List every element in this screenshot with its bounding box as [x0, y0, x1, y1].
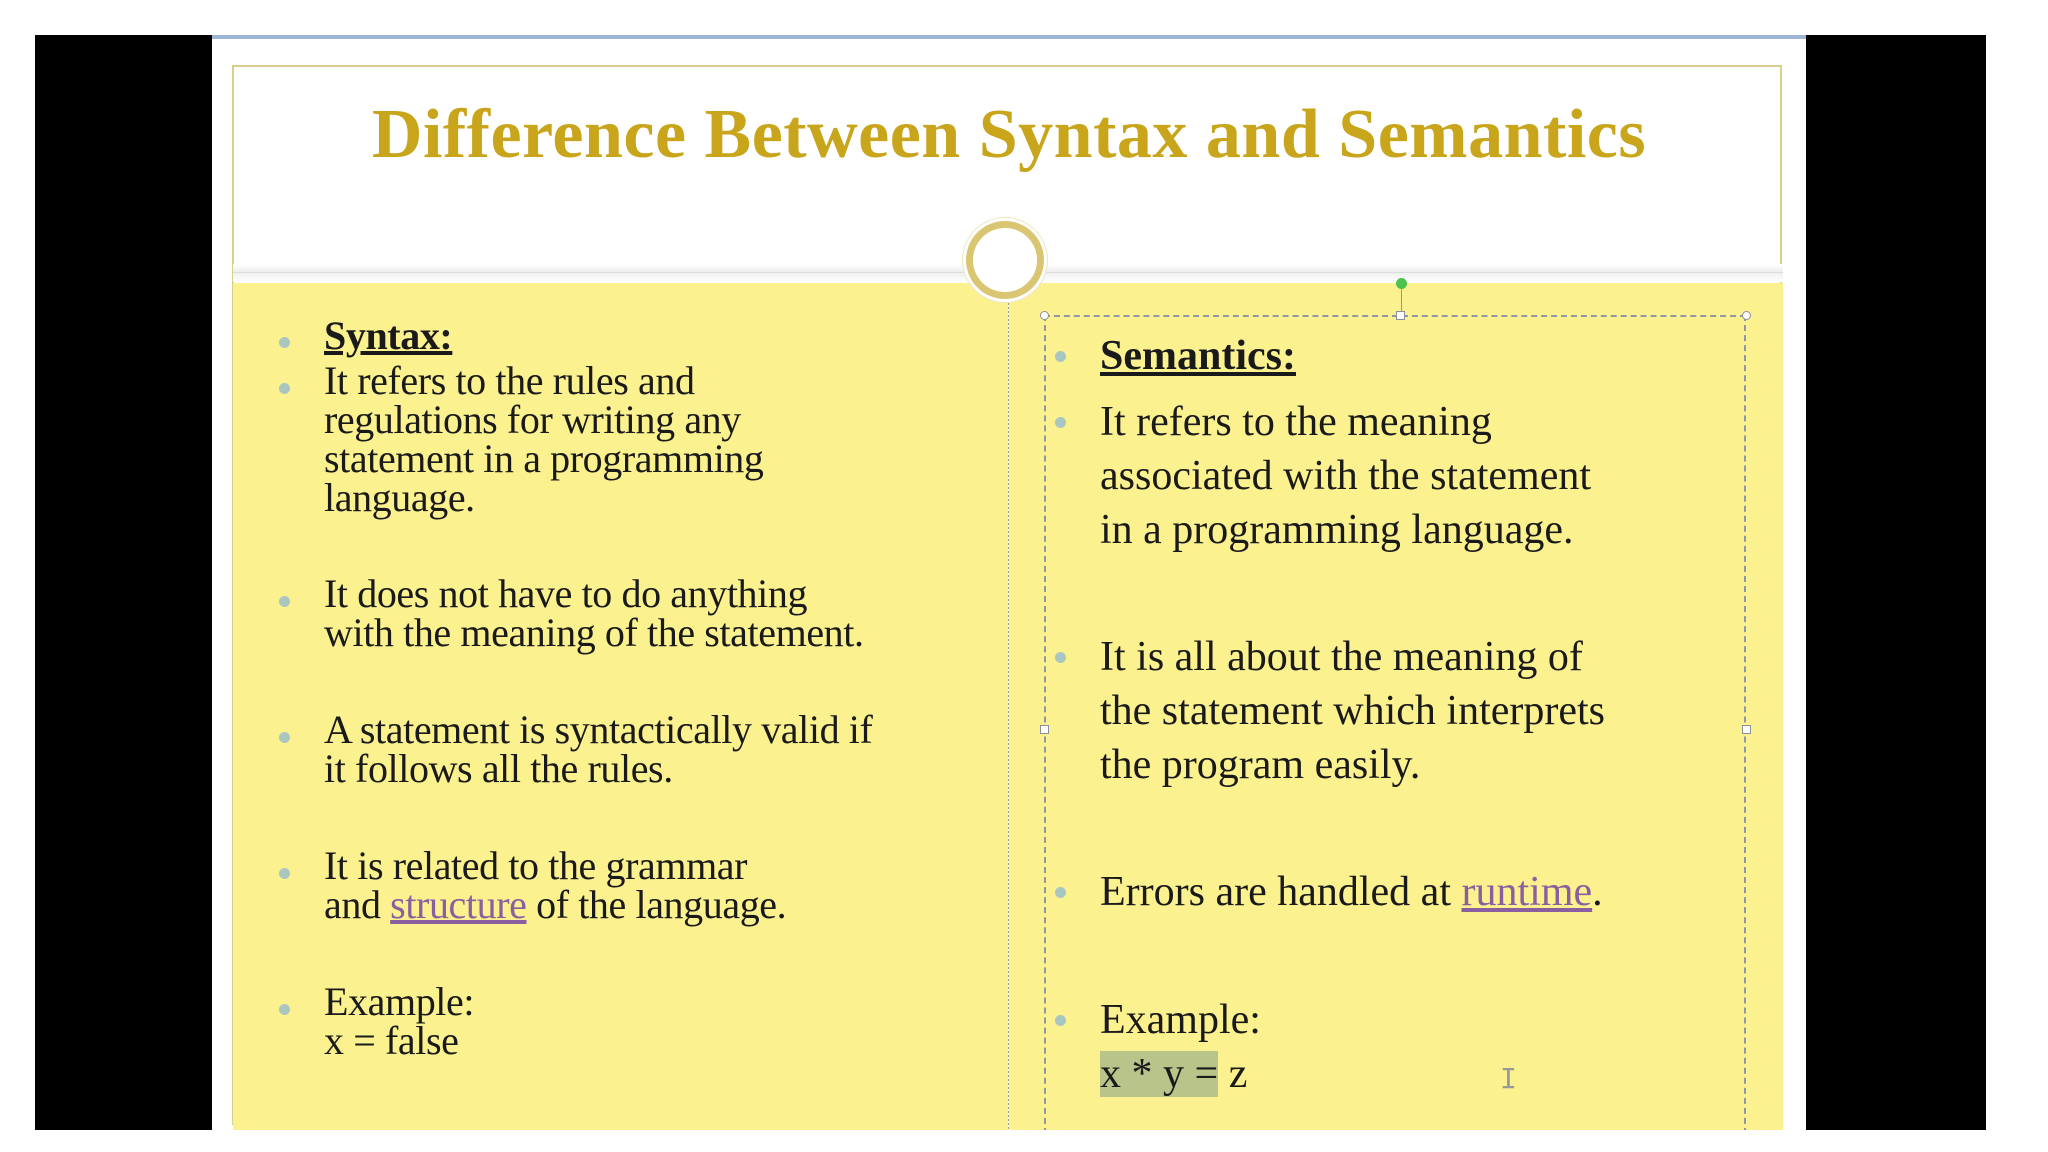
text-fragment: and — [324, 882, 391, 927]
text-line: It does not have to do anything — [324, 571, 808, 616]
syntax-heading: Syntax: — [324, 313, 453, 358]
text-line: it follows all the rules. — [324, 746, 673, 791]
semantics-heading: Semantics: — [1100, 333, 1296, 379]
example-code: x = false — [324, 1018, 459, 1063]
text-line: It is all about the meaning of — [1100, 634, 1583, 680]
bullet-icon — [279, 1004, 290, 1015]
text-fragment: Errors are handled at — [1100, 869, 1462, 915]
text-line: A statement is syntactically valid if — [324, 707, 873, 752]
bullet-icon — [279, 732, 290, 743]
text-line: language. — [324, 475, 475, 520]
rotation-handle[interactable] — [1396, 278, 1407, 289]
bullet-icon — [279, 337, 290, 348]
text-line: It is related to the grammar — [324, 843, 748, 888]
slide — [212, 35, 1806, 1130]
structure-link[interactable]: structure — [390, 882, 527, 927]
text-fragment: of the language. — [526, 882, 787, 927]
example-label: Example: — [1100, 997, 1261, 1043]
text-line: the statement which interprets — [1100, 688, 1606, 734]
textbox-selection-frame[interactable] — [1044, 315, 1746, 1130]
text-fragment: z — [1218, 1051, 1248, 1097]
text-line: associated with the statement — [1100, 453, 1592, 499]
text-fragment: . — [1592, 869, 1603, 915]
syntax-example-text — [324, 979, 475, 1063]
resize-handle-top-left[interactable] — [1040, 311, 1049, 320]
syntax-point-1-text — [324, 358, 764, 520]
resize-handle-top[interactable] — [1396, 311, 1405, 320]
syntax-point-4-text — [324, 843, 787, 927]
resize-handle-top-right[interactable] — [1742, 311, 1751, 320]
divider-circle-ornament — [966, 221, 1044, 299]
text-line: It refers to the rules and — [324, 358, 695, 403]
runtime-link[interactable]: runtime — [1461, 869, 1593, 915]
slide-top-line — [212, 35, 1806, 39]
text-line — [324, 882, 787, 927]
text-line: with the meaning of the statement. — [324, 610, 864, 655]
text-line: the program easily. — [1100, 742, 1421, 788]
text-line: It refers to the meaning — [1100, 399, 1492, 445]
slide-title: Difference Between Syntax and Semantics — [371, 96, 1647, 173]
bullet-icon — [279, 383, 290, 394]
bullet-icon — [279, 596, 290, 607]
selected-text[interactable]: x * y = — [1100, 1051, 1219, 1097]
resize-handle-right[interactable] — [1742, 725, 1751, 734]
syntax-point-2-text — [324, 571, 864, 655]
syntax-column — [233, 283, 1008, 1130]
bullet-icon — [279, 868, 290, 879]
example-label: Example: — [324, 979, 475, 1024]
text-line: regulations for writing any — [324, 397, 741, 442]
syntax-point-3-text — [324, 707, 873, 791]
text-line: in a programming language. — [1100, 507, 1574, 553]
text-line: statement in a programming — [324, 436, 764, 481]
text-cursor-icon: I — [1500, 1062, 1517, 1095]
resize-handle-left[interactable] — [1040, 725, 1049, 734]
